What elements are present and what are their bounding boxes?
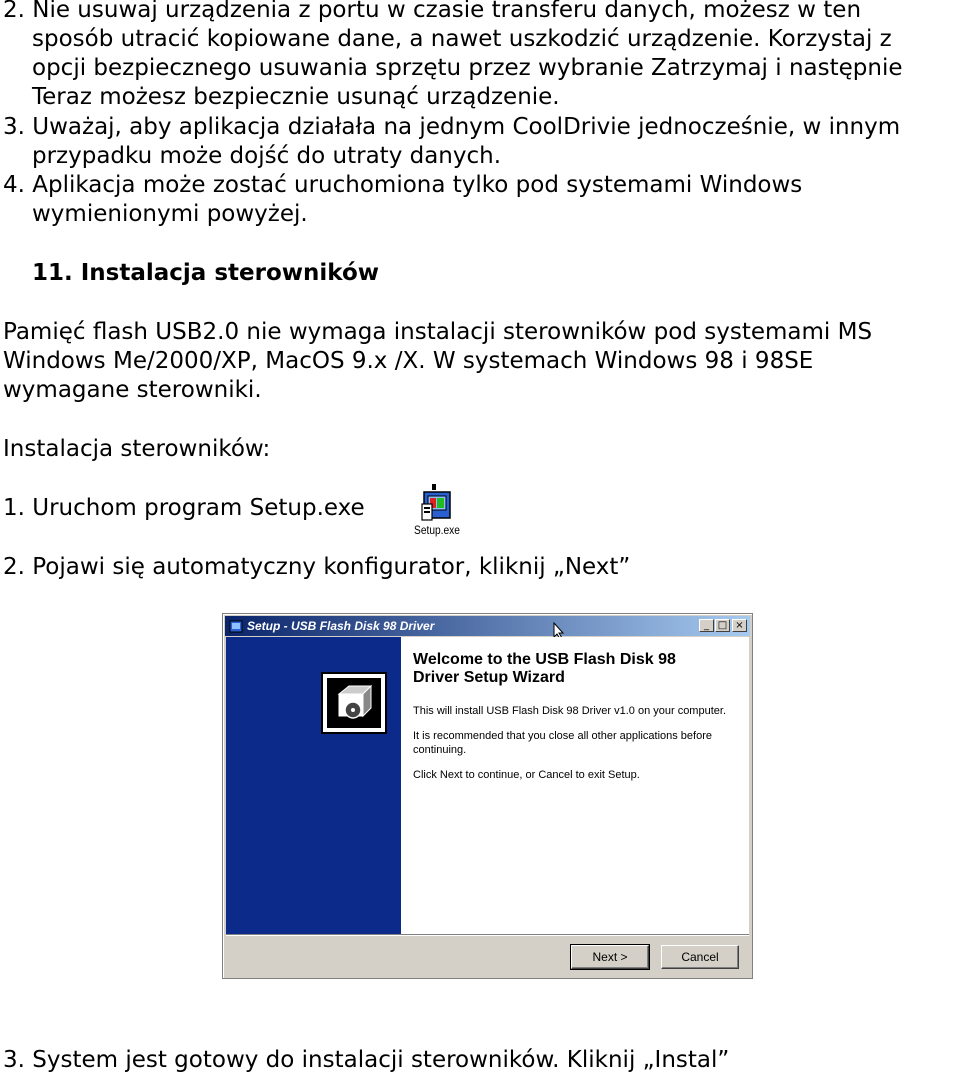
setup-icon-caption: Setup.exe: [414, 523, 460, 537]
list-item-2-line-1: 2. Nie usuwaj urządzenia z portu w czasie transferu danych, możesz w ten: [3, 0, 862, 23]
step-1: 1. Uruchom program Setup.exe: [3, 495, 365, 521]
list-item-3-line-2: przypadku może dojść do utraty danych.: [32, 143, 502, 169]
subheading: Instalacja sterowników:: [3, 436, 271, 462]
list-item-2-line-4: Teraz możesz bezpiecznie usunąć urządzenie.: [32, 84, 560, 110]
wizard-side-panel: [226, 637, 401, 934]
list-item-3-line-1: 3. Uważaj, aby aplikacja działała na jednym CoolDrivie jednocześnie, w innym: [3, 114, 901, 140]
next-button[interactable]: Next >: [571, 945, 649, 969]
cancel-button[interactable]: Cancel: [661, 945, 739, 969]
maximize-button[interactable]: □: [715, 619, 730, 632]
button-separator: [226, 934, 749, 936]
step-3: 3. System jest gotowy do instalacji sterowników. Kliknij „Instal”: [3, 1047, 730, 1073]
wizard-text-2a: It is recommended that you close all other applications before: [413, 730, 712, 742]
minimize-button[interactable]: _: [699, 619, 714, 632]
wizard-text-2b: continuing.: [413, 744, 467, 756]
wizard-content: [401, 637, 749, 934]
wizard-text-3: Click Next to continue, or Cancel to exit Setup.: [413, 769, 640, 781]
window-title: Setup - USB Flash Disk 98 Driver: [247, 619, 435, 633]
step-2: 2. Pojawi się automatyczny konfigurator, kliknij „Next”: [3, 554, 631, 580]
wizard-title-line-1: Welcome to the USB Flash Disk 98: [413, 651, 676, 668]
setup-wizard-window: [222, 613, 753, 979]
list-item-4-line-1: 4. Aplikacja może zostać uruchomiona tylko pod systemami Windows: [3, 172, 803, 198]
box-install-icon: [331, 680, 377, 726]
paragraph-line-2: Windows Me/2000/XP, MacOS 9.x /X. W systemach Windows 98 i 98SE: [3, 348, 814, 374]
wizard-logo: [321, 672, 387, 734]
setup-app-icon: [228, 618, 244, 634]
list-item-4-line-2: wymienionymi powyżej.: [32, 201, 308, 227]
paragraph-line-1: Pamięć flash USB2.0 nie wymaga instalacji sterowników pod systemami MS: [3, 319, 873, 345]
list-item-2-line-3: opcji bezpiecznego usuwania sprzętu przez wybranie Zatrzymaj i następnie: [32, 55, 903, 81]
list-item-2-line-2: sposób utracić kopiowane dane, a nawet uszkodzić urządzenie. Korzystaj z: [32, 26, 892, 52]
close-button[interactable]: ×: [732, 619, 747, 632]
wizard-title-line-2: Driver Setup Wizard: [413, 669, 565, 686]
setup-exe-icon: [406, 482, 468, 540]
window-titlebar: [225, 616, 750, 636]
paragraph-line-3: wymagane sterowniki.: [3, 377, 262, 403]
wizard-text-1: This will install USB Flash Disk 98 Driver v1.0 on your computer.: [413, 705, 726, 717]
installer-icon: [418, 484, 456, 522]
section-heading: 11. Instalacja sterowników: [32, 260, 379, 286]
